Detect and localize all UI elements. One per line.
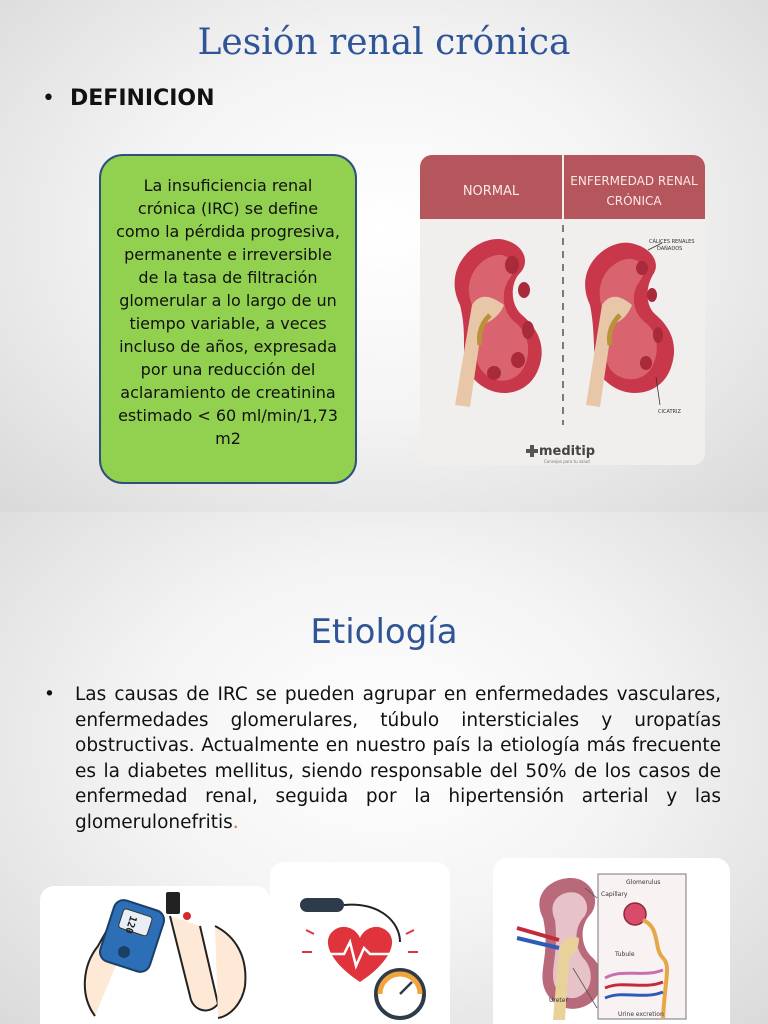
svg-text:120: 120 bbox=[122, 914, 139, 935]
normal-kidney-icon bbox=[455, 239, 542, 407]
meditip-logo bbox=[526, 444, 595, 464]
blood-pressure-icon bbox=[300, 898, 424, 1018]
svg-text:Ureter: Ureter bbox=[549, 997, 568, 1004]
label-disease-2: CRÓNICA bbox=[606, 194, 662, 208]
label-normal: NORMAL bbox=[462, 184, 520, 199]
svg-text:meditip: meditip bbox=[539, 444, 596, 459]
annotation-cicatriz: CICATRIZ bbox=[658, 409, 681, 415]
svg-text:Glomerulus: Glomerulus bbox=[626, 879, 661, 886]
kidney-illustration bbox=[420, 155, 705, 465]
heading-text: DEFINICION bbox=[70, 86, 215, 111]
annotation-calices-1: CÁLICES RENALES bbox=[649, 239, 695, 245]
kidney-comparison-image bbox=[420, 155, 705, 465]
definition-box: La insuficiencia renal crónica (IRC) se define como la pérdida progresiva, permanente e irreversible de la tasa de filtración glomerular a lo largo de un tiempo variable, a veces incluso de años, expresada por una reducción del aclaramiento de creatinina estimado < 60 ml/min/1,73 m2 bbox=[99, 154, 357, 484]
slide-etiologia bbox=[0, 512, 768, 1024]
slide-title: Lesión renal crónica bbox=[197, 22, 571, 63]
svg-text:Capillary: Capillary bbox=[601, 891, 628, 898]
etiology-paragraph bbox=[75, 682, 721, 835]
glucometer-image bbox=[40, 886, 270, 1024]
diseased-kidney-icon bbox=[585, 243, 674, 407]
etiology-bullet bbox=[44, 682, 721, 835]
paragraph-end: . bbox=[232, 811, 239, 833]
label-disease-1: ENFERMEDAD RENAL bbox=[570, 174, 698, 188]
slide-title: Etiología bbox=[310, 612, 458, 652]
bullet-marker: • bbox=[42, 86, 55, 111]
annotation-calices-2: DAÑADOS bbox=[657, 246, 683, 252]
glucometer-icon bbox=[85, 892, 246, 1018]
kidney-anatomy-icon bbox=[517, 874, 686, 1020]
paragraph-text: Las causas de IRC se pueden agrupar en enfermedades vasculares, enfermedades glomerulares, túbulo intersticiales y uropatías obstructivas. Actualmente en nuestro país la etiología más frecuente es la diabetes mellitus, siendo responsable del 50% de los casos de enfermedad renal, seguida por la hipertensión arterial y las glomerulonefritis bbox=[75, 684, 721, 833]
svg-text:Consejos para tu salud: Consejos para tu salud bbox=[544, 459, 590, 464]
heading-definicion bbox=[42, 86, 215, 111]
svg-text:Tubule: Tubule bbox=[615, 951, 635, 958]
bullet-marker: • bbox=[44, 684, 55, 705]
svg-text:Urine excretion: Urine excretion bbox=[618, 1011, 664, 1018]
blood-pressure-image bbox=[270, 862, 450, 1024]
kidney-anatomy-image bbox=[493, 858, 730, 1024]
